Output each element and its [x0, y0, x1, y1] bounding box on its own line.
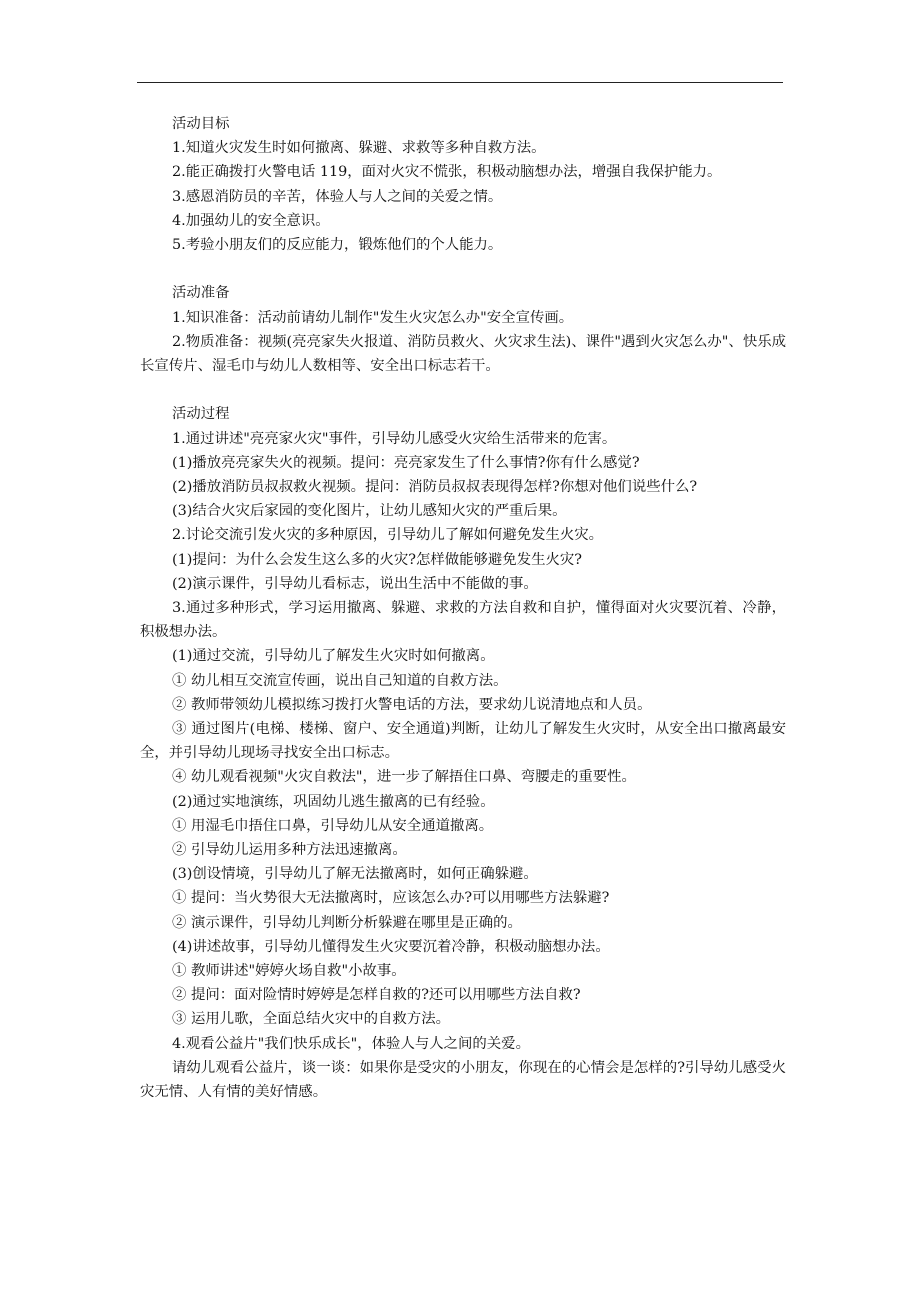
goal-item: 3.感恩消防员的辛苦，体验人与人之间的关爱之情。: [172, 188, 503, 205]
goal-item: 5.考验小朋友们的反应能力，锻炼他们的个人能力。: [172, 237, 503, 254]
process-item: 2.讨论交流引发火灾的多种原因，引导幼儿了解如何避免发生火灾。: [172, 527, 604, 544]
prep-item: 1.知识准备：活动前请幼儿制作"发生火灾怎么办"安全宣传画。: [172, 309, 574, 326]
section-preparation: [140, 281, 786, 378]
prep-item: 2.物质准备：视频(亮亮家失火报道、消防员救火、火灾求生法)、课件"遇到火灾怎么办"、快乐成长宣传片、湿毛巾与幼儿人数相等、安全出口标志若干。: [140, 333, 786, 375]
process-item: (1)播放亮亮家失火的视频。提问：亮亮家发生了什么事情?你有什么感觉?: [172, 454, 640, 471]
section-heading: 活动准备: [172, 285, 230, 302]
goal-item: 4.加强幼儿的安全意识。: [172, 212, 330, 229]
section-process: [140, 402, 786, 1104]
process-item: (1)提问：为什么会发生这么多的火灾?怎样做能够避免发生火灾?: [172, 551, 582, 568]
process-item: 4.观看公益片"我们快乐成长"，体验人与人之间的关爱。: [172, 1035, 530, 1052]
goal-item: 2.能正确拨打火警电话 119，面对火灾不慌张，积极动脑想办法，增强自我保护能力。: [172, 164, 722, 181]
process-item: ② 教师带领幼儿模拟练习拨打火警电话的方法，要求幼儿说清地点和人员。: [172, 696, 652, 713]
process-item: ② 引导幼儿运用多种方法迅速撤离。: [172, 842, 407, 859]
process-item: ② 演示课件，引导幼儿判断分析躲避在哪里是正确的。: [172, 914, 522, 931]
process-item: ③ 通过图片(电梯、楼梯、窗户、安全通道)判断，让幼儿了解发生火灾时，从安全出口撤离最安全，并引导幼儿现场寻找安全出口标志。: [140, 721, 786, 762]
section-gap: [140, 257, 786, 281]
process-item: 请幼儿观看公益片，谈一谈：如果你是受灾的小朋友，你现在的心情会是怎样的?引导幼儿感受火灾无情、人有情的美好情感。: [140, 1059, 786, 1101]
process-item: (4)讲述故事，引导幼儿懂得发生火灾要沉着冷静，积极动脑想办法。: [172, 938, 610, 955]
process-item: (2)播放消防员叔叔救火视频。提问：消防员叔叔表现得怎样?你想对他们说些什么?: [172, 479, 698, 496]
process-item: ① 幼儿相互交流宣传画，说出自己知道的自救方法。: [172, 672, 508, 689]
process-item: (3)结合火灾后家园的变化图片，让幼儿感知火灾的严重后果。: [172, 503, 567, 520]
process-item: (1)通过交流，引导幼儿了解发生火灾时如何撤离。: [172, 648, 495, 665]
section-heading: 活动过程: [172, 406, 230, 423]
process-item: 1.通过讲述"亮亮家火灾"事件，引导幼儿感受火灾给生活带来的危害。: [172, 430, 617, 447]
section-gap: [140, 378, 786, 402]
process-item: ① 用湿毛巾捂住口鼻，引导幼儿从安全通道撤离。: [172, 817, 494, 834]
goal-item: 1.知道火灾发生时如何撤离、躲避、求救等多种自救方法。: [172, 140, 546, 157]
process-item: ③ 运用儿歌，全面总结火灾中的自救方法。: [172, 1011, 450, 1028]
section-heading: 活动目标: [172, 116, 230, 132]
process-item: (2)通过实地演练，巩固幼儿逃生撤离的已有经验。: [172, 793, 495, 810]
process-item: ① 提问：当火势很大无法撤离时，应该怎么办?可以用哪些方法躲避?: [172, 890, 610, 907]
process-item: ① 教师讲述"婷婷火场自救"小故事。: [172, 963, 406, 980]
section-goals: [140, 112, 786, 257]
header-rule: [137, 82, 783, 83]
process-item: (2)演示课件，引导幼儿看标志，说出生活中不能做的事。: [172, 575, 538, 592]
process-item: ② 提问：面对险情时婷婷是怎样自救的?还可以用哪些方法自救?: [172, 987, 581, 1004]
process-item: 3.通过多种形式，学习运用撤离、躲避、求救的方法自救和自护，懂得面对火灾要沉着、冷静，积极想办法。: [140, 600, 786, 641]
document-body: [140, 112, 786, 1104]
process-item: (3)创设情境，引导幼儿了解无法撤离时，如何正确躲避。: [172, 866, 538, 883]
process-item: ④ 幼儿观看视频"火灾自救法"，进一步了解捂住口鼻、弯腰走的重要性。: [172, 769, 636, 786]
